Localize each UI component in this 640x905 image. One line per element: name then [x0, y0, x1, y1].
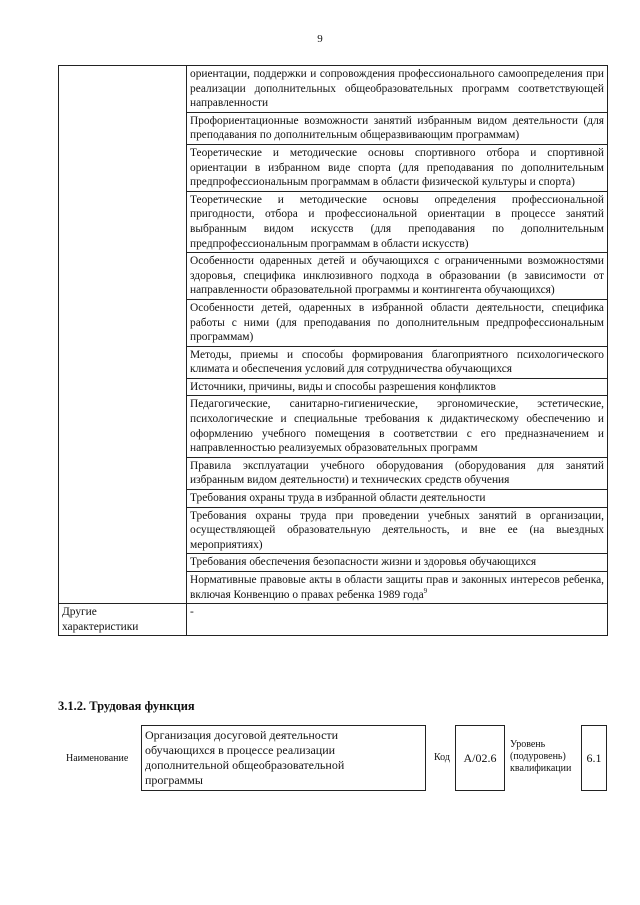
code-label: Код	[434, 752, 450, 763]
level-value-box	[581, 725, 607, 791]
other-characteristics-label	[59, 604, 187, 636]
knowledge-item: ориентации, поддержки и сопровождения профессионального самоопределения при реализации дополнительных общеобразовательных программ соответствующей направленности	[187, 66, 608, 113]
function-name-line: обучающихся в процессе реализации	[145, 743, 336, 757]
knowledge-item-text: Нормативные правовые акты в области защиты прав и законных интересов ребенка, включая Конвенцию о правах ребенка 1989 года	[190, 574, 604, 601]
level-label-line: квалификации	[510, 763, 572, 774]
footnote-marker: 9	[423, 586, 428, 595]
knowledge-item: Профориентационные возможности занятий избранным видом деятельности (для преподавания по дополнительным общеразвивающим программам)	[187, 112, 608, 144]
knowledge-item: Требования обеспечения безопасности жизни и здоровья обучающихся	[187, 554, 608, 572]
knowledge-item: Требования охраны труда в избранной области деятельности	[187, 490, 608, 508]
level-label-line: (подуровень)	[510, 751, 566, 762]
knowledge-item: Правила эксплуатации учебного оборудования (оборудования для занятий избранным видом деятельности) и технических средств обучения	[187, 457, 608, 489]
level-label-line: Уровень	[510, 739, 546, 750]
knowledge-item	[187, 572, 608, 604]
knowledge-item: Особенности детей, одаренных в избранной области деятельности, специфика работы с ними (для преподавания по дополнительным предпрофессиональным программам)	[187, 299, 608, 346]
level-label	[510, 739, 571, 775]
knowledge-item: Теоретические и методические основы определения профессиональной пригодности, отбора и профессиональной ориентации в процессе занятий выбранным видом искусств (для преподавания по дополнительным предпрофессиональным программам в области искусств)	[187, 191, 608, 252]
level-value: 6.1	[586, 750, 602, 765]
knowledge-item: Теоретические и методические основы спортивного отбора и спортивной ориентации в избранном виде спорта (для преподавания по дополнительным предпрофессиональным программам в области физической культуры и спорта)	[187, 144, 608, 191]
function-name-box	[141, 725, 426, 791]
required-knowledge-table	[58, 65, 608, 636]
function-name-line: дополнительной общеобразовательной	[145, 758, 345, 772]
labor-function-row	[58, 725, 618, 795]
knowledge-item: Источники, причины, виды и способы разрешения конфликтов	[187, 378, 608, 396]
knowledge-item: Особенности одаренных детей и обучающихся с ограниченными возможностями здоровья, специфика инклюзивного подхода в образовании (в зависимости от направленности образовательной программы и контингента обучающихся)	[187, 253, 608, 300]
knowledge-row	[59, 66, 608, 113]
other-characteristics-value: -	[187, 604, 608, 636]
name-label: Наименование	[66, 753, 129, 764]
page-number: 9	[317, 33, 323, 45]
knowledge-item: Методы, приемы и способы формирования благоприятного психологического климата и обеспечения условий для сотрудничества обучающихся	[187, 346, 608, 378]
label-line: Другие	[62, 606, 97, 619]
knowledge-item: Педагогические, санитарно-гигиенические, эргономические, эстетические, психологические и специальные требования к дидактическому обеспечению и оформлению учебного помещения в соответствии с его предназначением и направленностью реализуемых образовательных программ	[187, 396, 608, 457]
section-heading: 3.1.2. Трудовая функция	[58, 699, 195, 713]
other-characteristics-row	[59, 604, 608, 636]
code-value: A/02.6	[463, 750, 497, 765]
function-name-line: программы	[145, 773, 203, 787]
left-column-cell	[59, 66, 187, 604]
code-value-box	[455, 725, 505, 791]
knowledge-item: Требования охраны труда при проведении учебных занятий в организации, осуществляющей образовательную деятельность, и вне ее (на выездных мероприятиях)	[187, 507, 608, 554]
label-line: характеристики	[62, 620, 139, 633]
function-name-line: Организация досуговой деятельности	[145, 728, 339, 742]
